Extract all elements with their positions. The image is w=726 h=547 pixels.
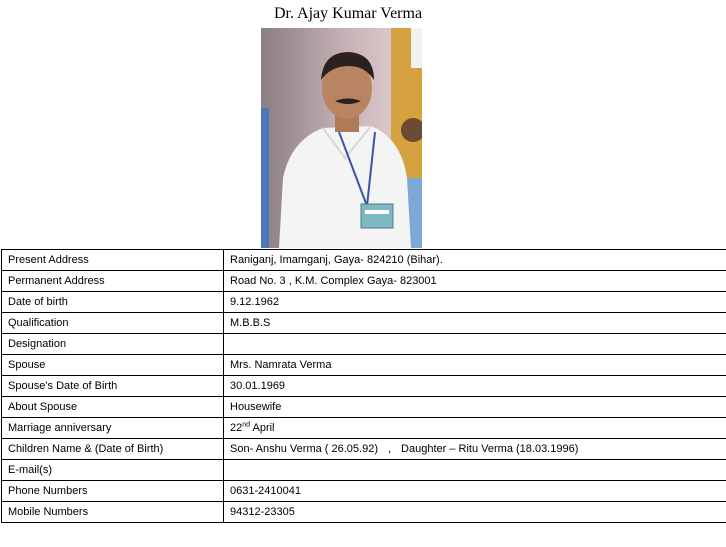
table-row (2, 397, 726, 418)
table-row (2, 481, 726, 502)
qualification-value: M.B.B.S (224, 313, 726, 334)
anniversary-month: April (252, 422, 275, 434)
about-spouse-value: Housewife (224, 397, 726, 418)
spouse-label: Spouse (2, 355, 224, 376)
spouse-value: Mrs. Namrata Verma (224, 355, 726, 376)
table-row (2, 355, 726, 376)
table-row (2, 313, 726, 334)
anniversary-day: 22 (230, 422, 243, 434)
permanent-address-label: Permanent Address (2, 271, 224, 292)
present-address-label: Present Address (2, 250, 224, 271)
designation-label: Designation (2, 334, 224, 355)
designation-value (224, 334, 726, 355)
spouse-dob-label: Spouse’s Date of Birth (2, 376, 224, 397)
spouse-dob-value: 30.01.1969 (224, 376, 726, 397)
children-separator: , (387, 443, 392, 455)
son-entry: Son- Anshu Verma ( 26.05.92) (230, 443, 378, 455)
dob-label: Date of birth (2, 292, 224, 313)
present-address-value: Raniganj, Imamganj, Gaya- 824210 (Bihar). (224, 250, 726, 271)
children-label: Children Name & (Date of Birth) (2, 439, 224, 460)
children-value (224, 439, 726, 460)
table-row (2, 502, 726, 523)
table-row (2, 439, 726, 460)
email-label: E-mail(s) (2, 460, 224, 481)
dob-value: 9.12.1962 (224, 292, 726, 313)
email-value (224, 460, 726, 481)
table-row (2, 334, 726, 355)
mobile-value: 94312-23305 (224, 502, 726, 523)
profile-photo (261, 28, 422, 248)
table-row (2, 271, 726, 292)
anniversary-suffix: nd (242, 421, 251, 429)
table-row (2, 418, 726, 439)
table-row (2, 376, 726, 397)
qualification-label: Qualification (2, 313, 224, 334)
table-row (2, 292, 726, 313)
table-row (2, 460, 726, 481)
table-row (2, 250, 726, 271)
anniversary-value (224, 418, 726, 439)
anniversary-label: Marriage anniversary (2, 418, 224, 439)
permanent-address-value: Road No. 3 , K.M. Complex Gaya- 823001 (224, 271, 726, 292)
phone-value: 0631-2410041 (224, 481, 726, 502)
mobile-label: Mobile Numbers (2, 502, 224, 523)
profile-table (1, 249, 726, 523)
phone-label: Phone Numbers (2, 481, 224, 502)
page-title: Dr. Ajay Kumar Verma (273, 5, 423, 22)
about-spouse-label: About Spouse (2, 397, 224, 418)
daughter-entry: Daughter – Ritu Verma (18.03.1996) (401, 443, 579, 455)
